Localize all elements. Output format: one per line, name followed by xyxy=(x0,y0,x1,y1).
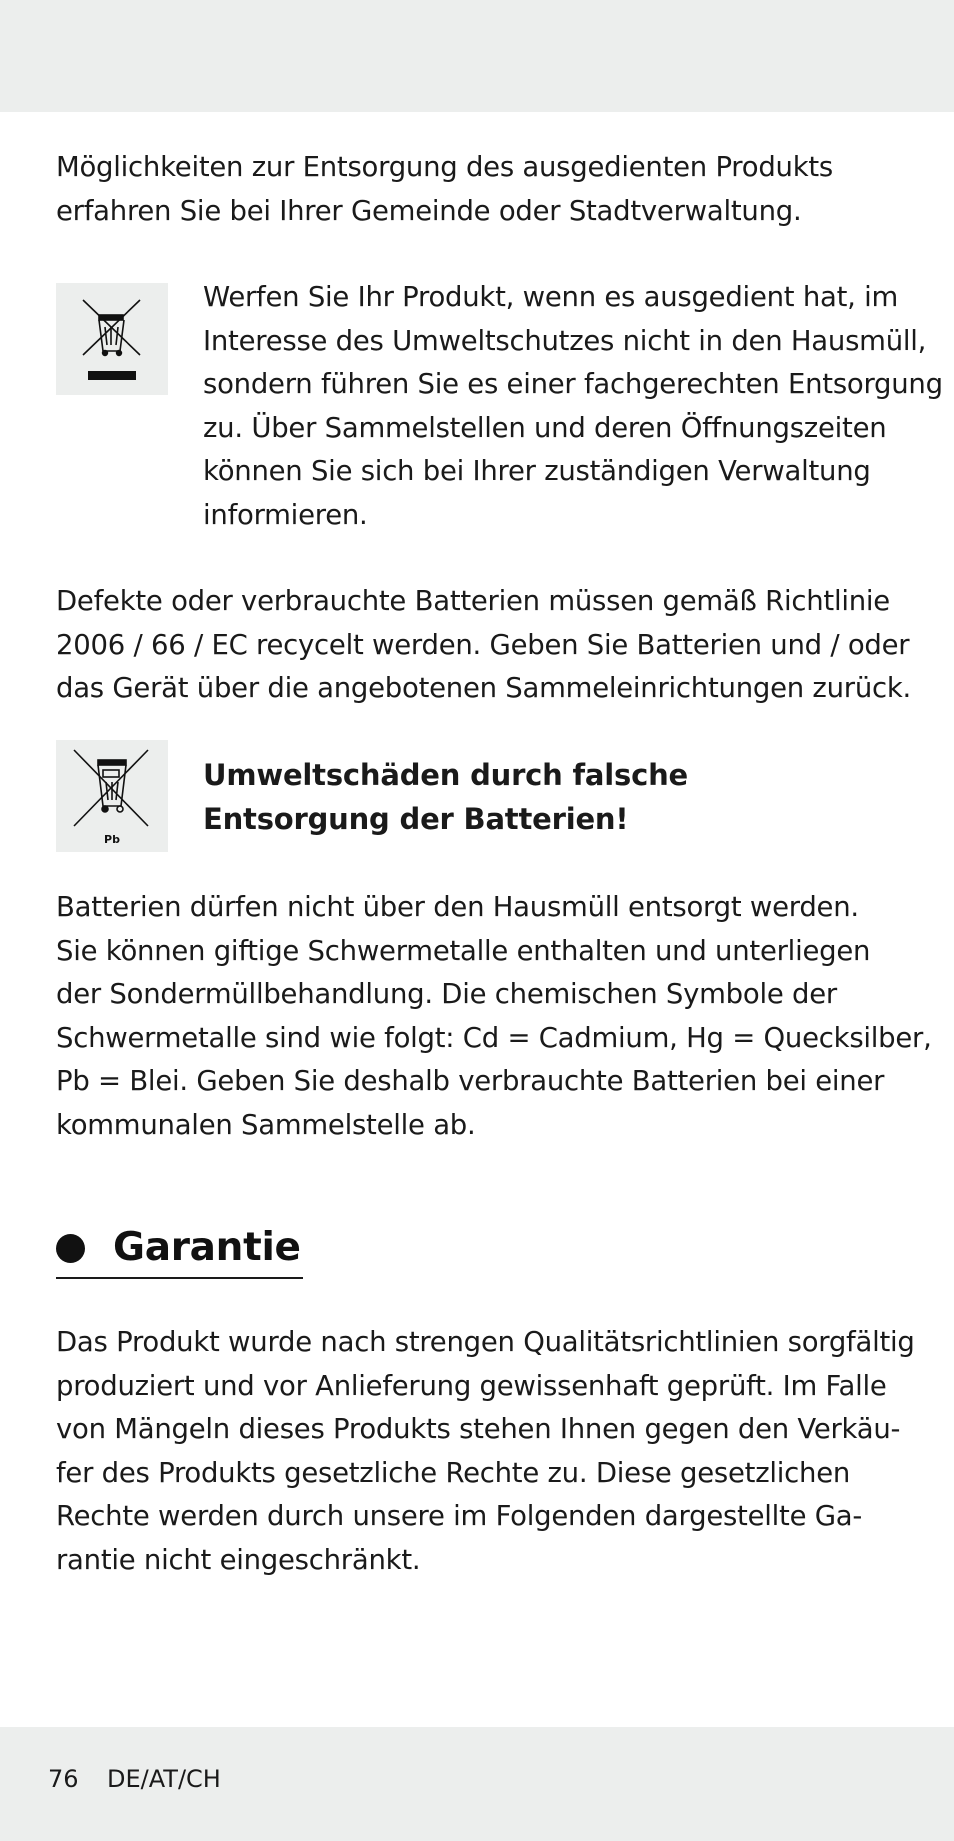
guarantee-line: von Mängeln dieses Produkts stehen Ihnen gegen den Verkäu- xyxy=(56,1413,901,1445)
weee-line: informieren. xyxy=(203,498,368,531)
battery-line: Batterien dürfen nicht über den Hausmüll entsorgt werden. xyxy=(56,891,859,923)
guarantee-line: rantie nicht eingeschränkt. xyxy=(56,1543,421,1576)
battery-line: Schwermetalle sind wie folgt: Cd = Cadmium, Hg = Quecksilber, xyxy=(56,1021,932,1054)
directive-line: das Gerät über die angebotenen Sammeleinrichtungen zurück. xyxy=(56,672,912,704)
intro-line: Möglichkeiten zur Entsorgung des ausgedienten Produkts xyxy=(56,151,833,183)
weee-line: sondern führen Sie es einer fachgerechten Entsorgung xyxy=(203,368,943,400)
page-number: 76 xyxy=(48,1765,79,1793)
guarantee-paragraph xyxy=(56,1321,915,1582)
guarantee-line: produziert und vor Anlieferung gewissenhaft geprüft. Im Falle xyxy=(56,1369,887,1402)
page-header-band xyxy=(0,0,954,112)
battery-line: kommunalen Sammelstelle ab. xyxy=(56,1108,476,1141)
weee-line: können Sie sich bei Ihrer zuständigen Verwaltung xyxy=(203,455,871,487)
directive-line: 2006 / 66 / EC recycelt werden. Geben Sie Batterien und / oder xyxy=(56,628,910,661)
intro-paragraph xyxy=(56,146,833,233)
weee-line: Interesse des Umweltschutzes nicht in den Hausmüll, xyxy=(203,324,927,357)
battery-symbol-box xyxy=(56,740,168,852)
weee-symbol-box xyxy=(56,283,168,395)
battery-line: Pb = Blei. Geben Sie deshalb verbrauchte Batterien bei einer xyxy=(56,1065,885,1097)
weee-notice-paragraph xyxy=(203,276,943,537)
battery-directive-paragraph xyxy=(56,580,911,711)
pb-label: Pb xyxy=(104,833,120,846)
section-heading xyxy=(56,1222,303,1279)
battery-line: Sie können giftige Schwermetalle enthalten und unterliegen xyxy=(56,934,871,967)
weee-line: zu. Über Sammelstellen und deren Öffnungszeiten xyxy=(203,411,887,444)
battery-warning-title xyxy=(203,753,688,841)
section-title: Garantie xyxy=(113,1225,301,1270)
crossed-out-battery-bin-pb-icon xyxy=(56,740,168,852)
directive-line: Defekte oder verbrauchte Batterien müssen gemäß Richtlinie xyxy=(56,585,890,617)
warning-title-line: Umweltschäden durch falsche xyxy=(203,758,688,792)
intro-line: erfahren Sie bei Ihrer Gemeinde oder Stadtverwaltung. xyxy=(56,194,802,227)
battery-text-paragraph xyxy=(56,886,932,1147)
warning-title-line: Entsorgung der Batterien! xyxy=(203,802,629,836)
crossed-out-wheelie-bin-icon xyxy=(56,283,168,395)
bullet-icon xyxy=(56,1234,85,1263)
guarantee-line: Das Produkt wurde nach strengen Qualitätsrichtlinien sorgfältig xyxy=(56,1326,915,1358)
guarantee-line: Rechte werden durch unsere im Folgenden dargestellte Ga- xyxy=(56,1500,863,1532)
weee-line: Werfen Sie Ihr Produkt, wenn es ausgedient hat, im xyxy=(203,281,899,313)
battery-line: der Sondermüllbehandlung. Die chemischen Symbole der xyxy=(56,978,837,1010)
guarantee-line: fer des Produkts gesetzliche Rechte zu. Diese gesetzlichen xyxy=(56,1456,851,1489)
page-language-code: DE/AT/CH xyxy=(107,1765,221,1793)
